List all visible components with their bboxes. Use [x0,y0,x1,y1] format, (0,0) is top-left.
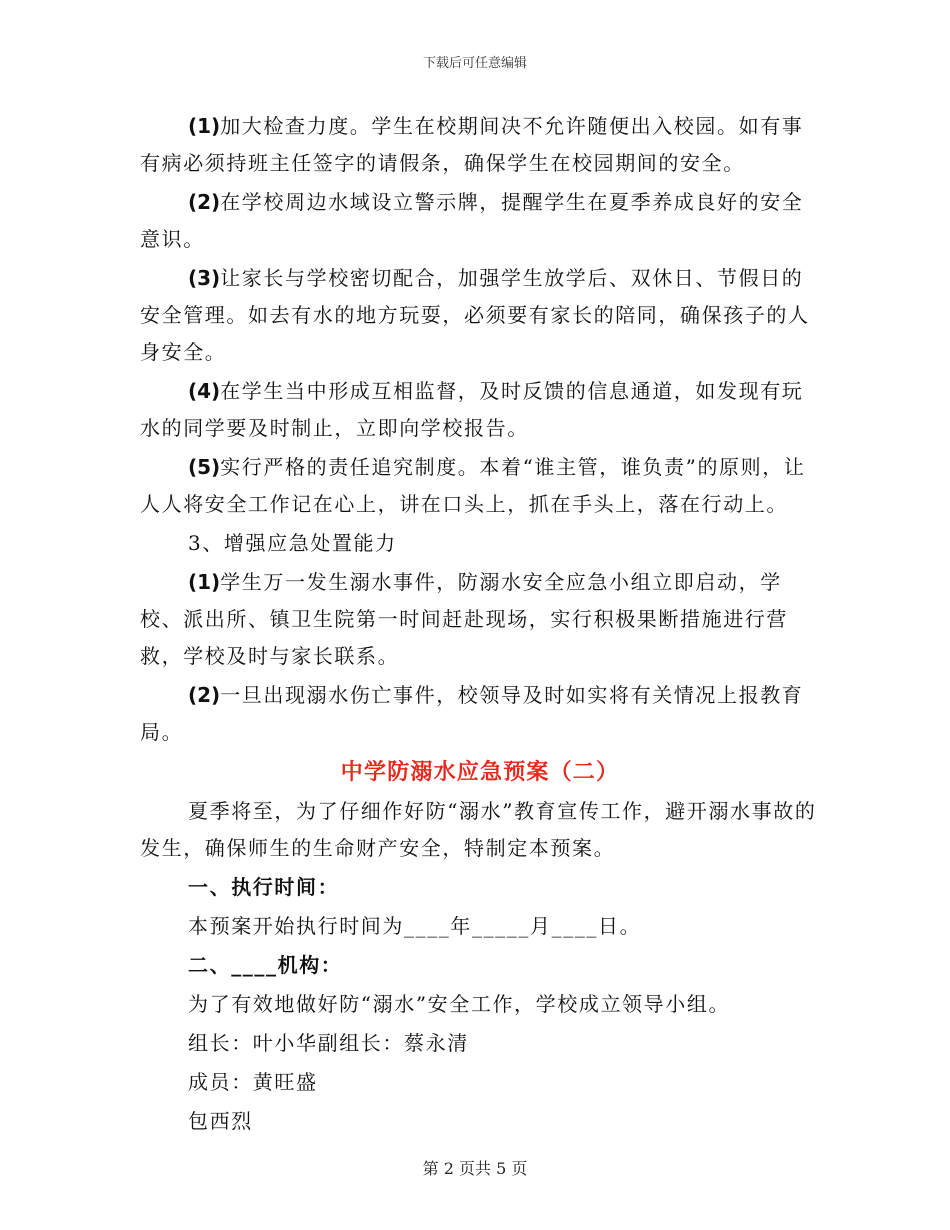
item-number: (4) [188,379,221,403]
item-text: 加大检查力度。学生在校期间决不允许随便出入校园。如有事有病必须持班主任签字的请假条，确保学生在校园期间的安全。 [140,114,804,175]
paragraph-item-3 [140,260,820,371]
item-text: 学生万一发生溺水事件，防溺水安全应急小组立即启动，学校、派出所、镇卫生院第一时间赶赴现场，实行积极果断措施进行营救，学校及时与家长联系。 [140,570,788,668]
members-line: 成员：黄旺盛 [188,1070,318,1094]
part-two-heading: 二、____机构： [188,953,343,977]
item-text: 让家长与学校密切配合，加强学生放学后、双休日、节假日的安全管理。如去有水的地方玩耍，必须要有家长的陪同，确保孩子的人身安全。 [140,266,810,364]
part-one-heading: 一、执行时间： [188,875,340,899]
leader-line: 组长：叶小华副组长：蔡永清 [188,1031,469,1055]
paragraph-item-2 [140,184,820,258]
item-text: 一旦出现溺水伤亡事件，校领导及时如实将有关情况上报教育局。 [140,683,804,744]
item-text: 实行严格的责任追究制度。本着“谁主管，谁负责”的原则，让人人将安全工作记在心上，讲在口头上，抓在手头上，落在行动上。 [140,455,806,516]
member-line-2: 包西烈 [188,1109,253,1133]
paragraph-item-1 [140,108,820,182]
item-text: 在学校周边水域设立警示牌，提醒学生在夏季养成良好的安全意识。 [140,190,804,251]
paragraph-item-4 [140,373,820,447]
document-title: 中学防溺水应急预案（二） [340,760,620,785]
item-number: (2) [188,190,221,214]
part-one-text: 本预案开始执行时间为____年_____月____日。 [188,914,642,938]
item-number: (1) [188,114,221,138]
paragraph-item-5 [140,449,820,523]
header-note: 下载后可任意编辑 [422,56,527,71]
item-number: (2) [188,683,221,707]
page-number: 第 2 页共 5 页 [422,1159,528,1178]
document-body [140,108,820,1142]
section3-item-2 [140,677,820,751]
intro-paragraph: 夏季将至，为了仔细作好防“溺水”教育宣传工作，避开溺水事故的发生，确保师生的生命财产安全，特制定本预案。 [140,799,817,860]
item-text: 在学生当中形成互相监督，及时反馈的信息通道，如发现有玩水的同学要及时制止，立即向学校报告。 [140,379,804,440]
item-number: (1) [188,570,221,594]
item-number: (5) [188,455,221,479]
section-heading: 3、增强应急处置能力 [188,531,397,555]
item-number: (3) [188,266,221,290]
section3-item-1 [140,564,820,675]
part-two-text: 为了有效地做好防“溺水”安全工作，学校成立领导小组。 [188,992,731,1016]
